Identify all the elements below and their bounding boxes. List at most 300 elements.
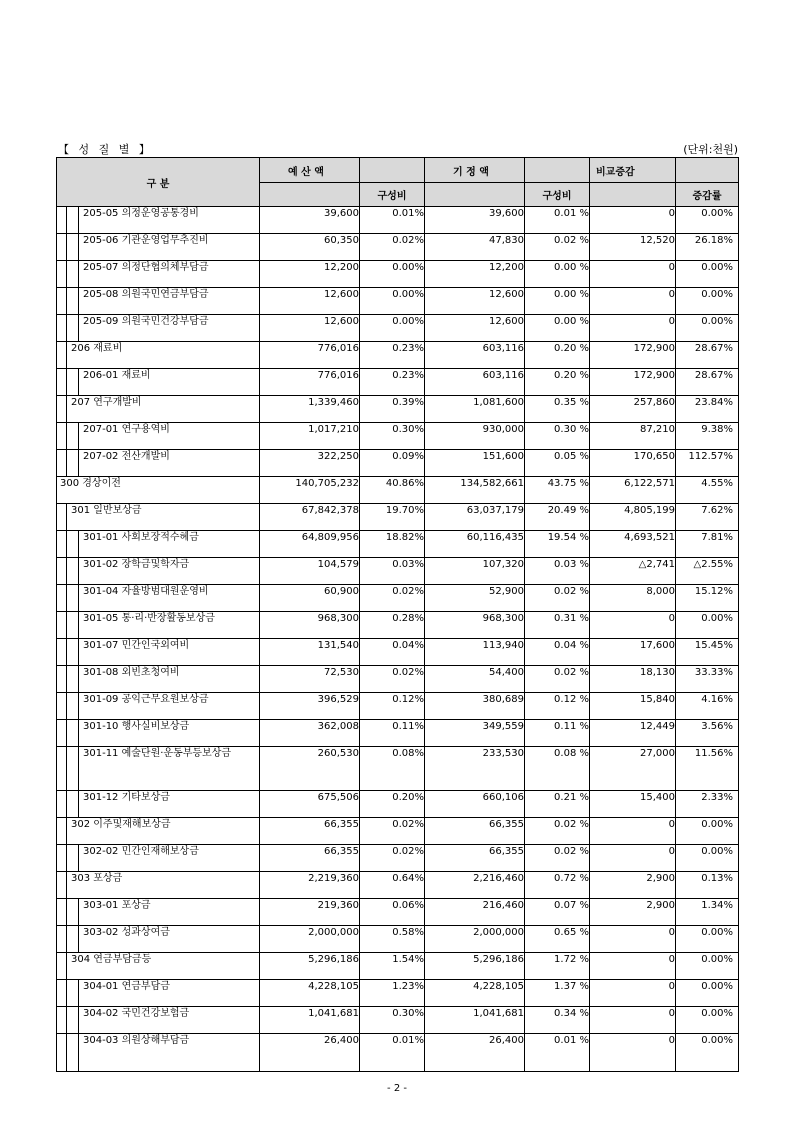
row-label: 303-01 포상금 [83,900,151,911]
previous-value: 60,116,435 [425,531,525,558]
budget-value: 12,600 [260,315,360,342]
indent-line [78,639,79,665]
budget-value: 396,529 [260,693,360,720]
budget-value: 140,705,232 [260,477,360,504]
row-label-cell [57,693,260,720]
budget-ratio-value: 0.00% [360,261,425,288]
previous-value: 39,600 [425,207,525,234]
budget-value: 2,000,000 [260,926,360,953]
row-label: 205-06 기관운영업무추진비 [83,235,209,246]
indent-line [78,234,79,260]
table-row [57,747,739,791]
budget-ratio-value: 1.54% [360,953,425,980]
row-label-cell [57,396,260,423]
indent-line [78,980,79,1006]
row-label-cell [57,1007,260,1034]
indent-line [66,953,67,979]
budget-ratio-value: 0.08% [360,747,425,791]
previous-value: 5,296,186 [425,953,525,980]
change-rate-value: 15.45% [676,639,739,666]
change-rate-value: 7.81% [676,531,739,558]
row-label-cell [57,747,260,791]
previous-ratio-value: 0.02 % [525,818,590,845]
previous-ratio-value: 20.49 % [525,504,590,531]
indent-line [78,1007,79,1033]
compare-value: 4,693,521 [590,531,676,558]
change-rate-value: 0.00% [676,818,739,845]
row-label-cell [57,558,260,585]
row-label-cell [57,261,260,288]
previous-ratio-value: 0.12 % [525,693,590,720]
row-label-cell [57,666,260,693]
previous-ratio-value: 0.02 % [525,234,590,261]
table-row [57,531,739,558]
budget-value: 104,579 [260,558,360,585]
budget-value: 12,200 [260,261,360,288]
previous-value: 66,355 [425,818,525,845]
row-label: 301-09 공익근무요원보상금 [83,694,209,705]
budget-value: 26,400 [260,1034,360,1072]
row-label-cell [57,504,260,531]
budget-ratio-value: 0.03% [360,558,425,585]
row-label: 205-07 의정단협의체부담금 [83,262,209,273]
compare-value: 18,130 [590,666,676,693]
table-row [57,261,739,288]
compare-value: 0 [590,612,676,639]
compare-value: 0 [590,315,676,342]
previous-ratio-value: 1.72 % [525,953,590,980]
table-row [57,396,739,423]
indent-line [78,585,79,611]
indent-line [66,396,67,422]
col-category: 구 분 [57,158,260,207]
budget-ratio-value: 0.09% [360,450,425,477]
previous-value: 134,582,661 [425,477,525,504]
indent-line [78,720,79,746]
change-rate-value: 0.00% [676,926,739,953]
budget-ratio-value: 0.30% [360,423,425,450]
col-budget-blank [260,183,360,207]
indent-line [66,926,67,952]
change-rate-value: 26.18% [676,234,739,261]
compare-value: 172,900 [590,369,676,396]
previous-value: 233,530 [425,747,525,791]
row-label-cell [57,369,260,396]
budget-ratio-value: 0.20% [360,791,425,818]
indent-line [66,450,67,476]
previous-value: 603,116 [425,369,525,396]
budget-value: 968,300 [260,612,360,639]
change-rate-value: 0.00% [676,288,739,315]
col-previous-ratio-top [525,158,590,183]
compare-value: 0 [590,926,676,953]
table-row [57,369,739,396]
compare-value: 0 [590,1034,676,1072]
indent-line [78,845,79,871]
row-label-cell [57,477,260,504]
table-row [57,791,739,818]
previous-value: 26,400 [425,1034,525,1072]
compare-value: 12,520 [590,234,676,261]
row-label: 205-05 의정운영공통경비 [83,208,199,219]
budget-value: 66,355 [260,818,360,845]
table-row [57,639,739,666]
row-label-cell [57,450,260,477]
previous-value: 660,106 [425,791,525,818]
indent-line [78,612,79,638]
budget-value: 362,008 [260,720,360,747]
row-label: 303-02 성과상여금 [83,927,170,938]
row-label: 304-01 연금부담금 [83,981,170,992]
row-label: 303 포상금 [71,873,123,884]
previous-ratio-value: 0.02 % [525,845,590,872]
indent-line [66,207,67,233]
table-row [57,504,739,531]
previous-value: 12,600 [425,288,525,315]
previous-ratio-value: 0.20 % [525,369,590,396]
change-rate-value: 0.00% [676,1034,739,1072]
change-rate-value: 0.00% [676,980,739,1007]
change-rate-value: △2.55% [676,558,739,585]
budget-ratio-value: 0.06% [360,899,425,926]
table-row [57,899,739,926]
indent-line [78,261,79,287]
col-change-rate: 증감률 [676,183,739,207]
row-label: 301-11 예술단원·운동부등보상금 [83,748,232,759]
row-label-cell [57,818,260,845]
indent-line [66,612,67,638]
table-row [57,926,739,953]
previous-ratio-value: 0.65 % [525,926,590,953]
budget-ratio-value: 0.04% [360,639,425,666]
row-label-cell [57,1034,260,1072]
table-row [57,558,739,585]
row-label: 206 재료비 [71,343,123,354]
row-label: 304 연금부담금등 [71,954,152,965]
previous-ratio-value: 0.30 % [525,423,590,450]
row-label: 300 경상이전 [60,478,121,489]
previous-ratio-value: 0.34 % [525,1007,590,1034]
previous-ratio-value: 0.31 % [525,612,590,639]
previous-ratio-value: 0.00 % [525,288,590,315]
col-budget-ratio-top [360,158,425,183]
col-compare-blank [590,183,676,207]
previous-ratio-value: 0.01 % [525,1034,590,1072]
compare-value: 0 [590,818,676,845]
previous-ratio-value: 0.05 % [525,450,590,477]
previous-ratio-value: 19.54 % [525,531,590,558]
change-rate-value: 1.34% [676,899,739,926]
indent-line [78,791,79,817]
row-label: 205-08 의원국민연금부담금 [83,289,209,300]
previous-value: 2,216,460 [425,872,525,899]
row-label-cell [57,423,260,450]
indent-line [78,558,79,584]
table-row [57,953,739,980]
compare-value: 172,900 [590,342,676,369]
change-rate-value: 7.62% [676,504,739,531]
previous-ratio-value: 43.75 % [525,477,590,504]
compare-value: 87,210 [590,423,676,450]
change-rate-value: 0.00% [676,1007,739,1034]
budget-value: 322,250 [260,450,360,477]
compare-value: 0 [590,288,676,315]
indent-line [78,369,79,395]
previous-ratio-value: 0.21 % [525,791,590,818]
indent-line [66,747,67,790]
budget-ratio-value: 18.82% [360,531,425,558]
compare-value: 27,000 [590,747,676,791]
indent-line [66,1007,67,1033]
compare-value: 15,840 [590,693,676,720]
row-label: 302-02 민간인재해보상금 [83,846,199,857]
budget-ratio-value: 0.01% [360,207,425,234]
previous-value: 1,041,681 [425,1007,525,1034]
budget-ratio-value: 0.30% [360,1007,425,1034]
compare-value: 8,000 [590,585,676,612]
table-row [57,1034,739,1072]
row-label: 206-01 재료비 [83,370,151,381]
row-label: 301-01 사회보장적수혜금 [83,532,199,543]
row-label-cell [57,639,260,666]
previous-value: 66,355 [425,845,525,872]
budget-ratio-value: 0.02% [360,845,425,872]
indent-line [66,288,67,314]
previous-ratio-value: 0.07 % [525,899,590,926]
indent-line [66,845,67,871]
budget-ratio-value: 0.23% [360,342,425,369]
indent-line [66,872,67,898]
change-rate-value: 28.67% [676,342,739,369]
row-label-cell [57,612,260,639]
change-rate-value: 0.00% [676,315,739,342]
previous-value: 216,460 [425,899,525,926]
change-rate-value: 0.00% [676,207,739,234]
compare-value: 6,122,571 [590,477,676,504]
table-row [57,666,739,693]
previous-ratio-value: 0.00 % [525,261,590,288]
budget-value: 1,017,210 [260,423,360,450]
row-label: 301-08 외빈초청여비 [83,667,180,678]
col-previous: 기 정 액 [425,158,525,183]
indent-line [78,288,79,314]
row-label: 304-03 의원상해부담금 [83,1035,190,1046]
previous-value: 113,940 [425,639,525,666]
indent-line [66,980,67,1006]
budget-value: 72,530 [260,666,360,693]
compare-value: 2,900 [590,872,676,899]
indent-line [66,315,67,341]
compare-value: 0 [590,207,676,234]
section-title: 【 성 질 별 】 [58,143,153,156]
change-rate-value: 3.56% [676,720,739,747]
row-label-cell [57,845,260,872]
unit-label: (단위:천원) [683,143,738,156]
budget-ratio-value: 19.70% [360,504,425,531]
budget-value: 5,296,186 [260,953,360,980]
table-row [57,288,739,315]
previous-value: 63,037,179 [425,504,525,531]
previous-ratio-value: 0.00 % [525,315,590,342]
budget-ratio-value: 0.00% [360,288,425,315]
change-rate-value: 11.56% [676,747,739,791]
change-rate-value: 0.00% [676,953,739,980]
table-row [57,980,739,1007]
col-previous-blank [425,183,525,207]
budget-ratio-value: 0.64% [360,872,425,899]
budget-value: 131,540 [260,639,360,666]
budget-value: 4,228,105 [260,980,360,1007]
row-label: 301-05 통·리·반장활동보상금 [83,613,215,624]
table-row [57,1007,739,1034]
change-rate-value: 0.00% [676,612,739,639]
change-rate-value: 0.13% [676,872,739,899]
row-label-cell [57,926,260,953]
previous-ratio-value: 0.72 % [525,872,590,899]
change-rate-value: 15.12% [676,585,739,612]
compare-value: 4,805,199 [590,504,676,531]
row-label-cell [57,315,260,342]
previous-value: 47,830 [425,234,525,261]
budget-value: 1,041,681 [260,1007,360,1034]
compare-value: 15,400 [590,791,676,818]
previous-ratio-value: 0.20 % [525,342,590,369]
col-budget-ratio: 구성비 [360,183,425,207]
budget-value: 39,600 [260,207,360,234]
indent-line [66,423,67,449]
col-previous-ratio: 구성비 [525,183,590,207]
compare-value: 0 [590,845,676,872]
row-label: 207 연구개발비 [71,397,142,408]
row-label-cell [57,288,260,315]
row-label-cell [57,720,260,747]
row-label: 302 이주및재해보상금 [71,819,171,830]
budget-ratio-value: 0.28% [360,612,425,639]
indent-line [66,234,67,260]
row-label-cell [57,899,260,926]
row-label: 301-02 장학금및학자금 [83,559,190,570]
budget-value: 219,360 [260,899,360,926]
previous-ratio-value: 0.02 % [525,585,590,612]
previous-value: 52,900 [425,585,525,612]
budget-table [56,157,739,1072]
budget-ratio-value: 0.02% [360,818,425,845]
indent-line [78,899,79,925]
previous-ratio-value: 0.04 % [525,639,590,666]
change-rate-value: 112.57% [676,450,739,477]
budget-value: 60,900 [260,585,360,612]
row-label-cell [57,342,260,369]
change-rate-value: 9.38% [676,423,739,450]
previous-ratio-value: 0.01 % [525,207,590,234]
table-row [57,818,739,845]
budget-value: 776,016 [260,342,360,369]
indent-line [66,899,67,925]
table-row [57,423,739,450]
previous-value: 12,600 [425,315,525,342]
compare-value: 257,860 [590,396,676,423]
table-row [57,693,739,720]
budget-ratio-value: 0.12% [360,693,425,720]
change-rate-value: 23.84% [676,396,739,423]
change-rate-value: 4.55% [676,477,739,504]
indent-line [78,747,79,790]
previous-value: 107,320 [425,558,525,585]
budget-value: 2,219,360 [260,872,360,899]
previous-value: 2,000,000 [425,926,525,953]
budget-value: 64,809,956 [260,531,360,558]
table-row [57,585,739,612]
row-label: 304-02 국민건강보험금 [83,1008,190,1019]
previous-ratio-value: 1.37 % [525,980,590,1007]
table-row [57,207,739,234]
previous-value: 12,200 [425,261,525,288]
indent-line [66,585,67,611]
budget-value: 60,350 [260,234,360,261]
previous-ratio-value: 0.08 % [525,747,590,791]
indent-line [78,666,79,692]
row-label: 301-10 행사실비보상금 [83,721,190,732]
table-row [57,342,739,369]
budget-value: 12,600 [260,288,360,315]
row-label-cell [57,207,260,234]
row-label-cell [57,791,260,818]
previous-value: 54,400 [425,666,525,693]
compare-value: 12,449 [590,720,676,747]
row-label-cell [57,234,260,261]
indent-line [66,558,67,584]
budget-ratio-value: 40.86% [360,477,425,504]
budget-value: 67,842,378 [260,504,360,531]
table-row [57,477,739,504]
indent-line [66,369,67,395]
previous-value: 349,559 [425,720,525,747]
budget-value: 260,530 [260,747,360,791]
budget-ratio-value: 0.39% [360,396,425,423]
indent-line [78,450,79,476]
col-budget: 예 산 액 [260,158,360,183]
col-rate-top [676,158,739,183]
indent-line [66,818,67,844]
budget-value: 675,506 [260,791,360,818]
indent-line [66,639,67,665]
indent-line [66,342,67,368]
previous-ratio-value: 0.11 % [525,720,590,747]
budget-value: 776,016 [260,369,360,396]
indent-line [66,261,67,287]
compare-value: 2,900 [590,899,676,926]
previous-value: 151,600 [425,450,525,477]
table-row [57,612,739,639]
budget-ratio-value: 1.23% [360,980,425,1007]
budget-ratio-value: 0.58% [360,926,425,953]
row-label: 207-02 전산개발비 [83,451,170,462]
change-rate-value: 4.16% [676,693,739,720]
row-label-cell [57,872,260,899]
indent-line [66,1034,67,1071]
table-row [57,315,739,342]
indent-line [78,926,79,952]
table-row [57,234,739,261]
budget-ratio-value: 0.23% [360,369,425,396]
change-rate-value: 0.00% [676,261,739,288]
previous-value: 1,081,600 [425,396,525,423]
indent-line [78,1034,79,1071]
indent-line [78,315,79,341]
indent-line [66,531,67,557]
change-rate-value: 28.67% [676,369,739,396]
budget-ratio-value: 0.11% [360,720,425,747]
